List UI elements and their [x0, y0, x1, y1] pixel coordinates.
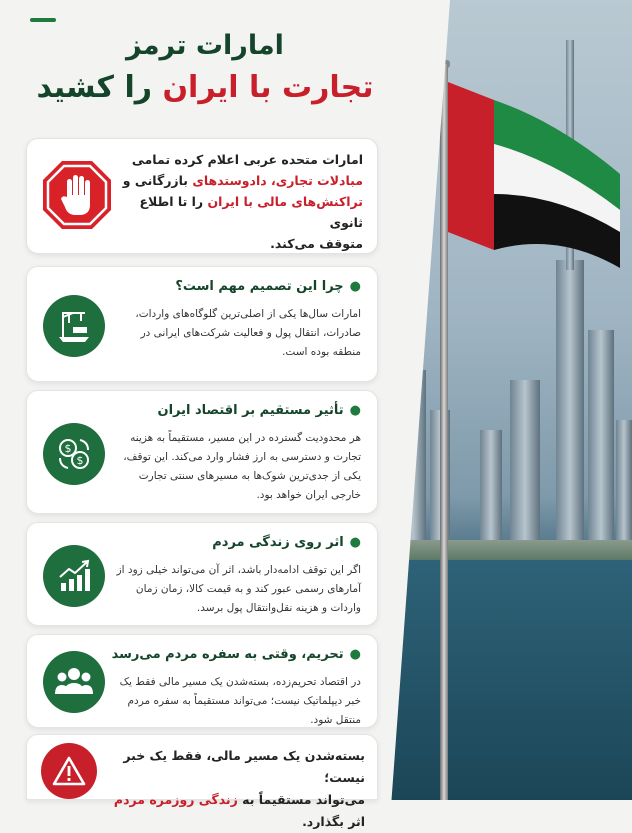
accent-line — [30, 18, 56, 22]
page-subtitle: تجارت با ایران را کشید — [36, 70, 374, 105]
uae-flag — [448, 82, 620, 268]
card-body: در اقتصاد تحریم‌زده، بسته‌شدن یک مسیر مالی فقط یک خبر دیپلماتیک نیست؛ می‌تواند مستقیماً به سفره مردم منتقل شود. — [119, 676, 361, 726]
card-body: امارات سال‌ها یکی از اصلی‌ترین گلوگاه‌های واردات، صادرات، انتقال پول و فعالیت شرکت‌های ایرانی در منطقه بوده است. — [135, 308, 361, 358]
warning-text: بسته‌شدن یک مسیر مالی، فقط یک خبر نیست؛ می‌تواند مستقیماً به زندگی روزمره مردم اثر بگذارد. — [113, 748, 365, 829]
warning-triangle-icon — [41, 743, 97, 799]
people-group-icon — [43, 651, 105, 713]
card-title: چرا این تصمیم مهم است؟ — [175, 279, 344, 294]
card-body: اگر این توقف ادامه‌دار باشد، اثر آن می‌تواند خیلی زود از آمارهای رسمی عبور کند و به قیمت کالا، زمان زمان واردات و هزینه نقل‌وانتقال پول برسد. — [116, 564, 361, 614]
stop-hand-icon — [41, 159, 113, 231]
card-why-important: ●چرا این تصمیم مهم است؟ امارات سال‌ها یکی از اصلی‌ترین گلوگاه‌های واردات، صادرات، انتقال پول و فعالیت شرکت‌های ایرانی در منطقه بوده است. — [26, 266, 378, 382]
svg-text:$: $ — [76, 454, 84, 467]
card-title: تحریم، وقتی به سفره مردم می‌رسد — [111, 647, 344, 662]
card-body: هر محدودیت گسترده در این مسیر، مستقیماً به هزینه تجارت و دسترسی به ارز فشار وارد می‌کند. این توقف، یکی از جدی‌ترین شوک‌ها به مسیرهای سنتی تجارت خارجی ایران خواهد بود. — [123, 432, 361, 501]
page-title: امارات ترمز — [126, 30, 284, 61]
warning-card — [26, 734, 378, 829]
card-sanctions-table: ●تحریم، وقتی به سفره مردم می‌رسد در اقتصاد تحریم‌زده، بسته‌شدن یک مسیر مالی فقط یک خبر دیپلماتیک نیست؛ می‌تواند مستقیماً به سفره مردم منتقل شود. — [26, 634, 378, 728]
flag-pole — [440, 64, 448, 800]
intro-text: امارات متحده عربی اعلام کرده تمامی مبادلات تجاری، دادوستدهای بازرگانی و تراکنش‌های مالی با ایران را تا اطلاع ثانوی متوقف می‌کند. — [122, 152, 363, 251]
card-title: اثر روی زندگی مردم — [212, 535, 344, 550]
card-people-life: ●اثر روی زندگی مردم اگر این توقف ادامه‌دار باشد، اثر آن می‌تواند خیلی زود از آمارهای رسمی عبور کند و به قیمت کالا، زمان زمان واردات و هزینه نقل‌وانتقال پول برسد. — [26, 522, 378, 626]
currency-exchange-icon — [43, 423, 105, 485]
card-title: تأثیر مستقیم بر اقتصاد ایران — [157, 403, 344, 418]
growth-chart-icon — [43, 545, 105, 607]
card-economic-impact: $ $ ●تأثیر مستقیم بر اقتصاد ایران هر محدودیت گسترده در این مسیر، مستقیماً به هزینه تجارت و دسترسی به ارز فشار وارد می‌کند. این توقف، یکی از جدی‌ترین شوک‌ها به مسیرهای سنتی تجارت خارجی ایران خواهد بود. — [26, 390, 378, 514]
port-crane-icon — [43, 295, 105, 357]
svg-text:$: $ — [64, 442, 72, 455]
intro-card — [26, 138, 378, 254]
